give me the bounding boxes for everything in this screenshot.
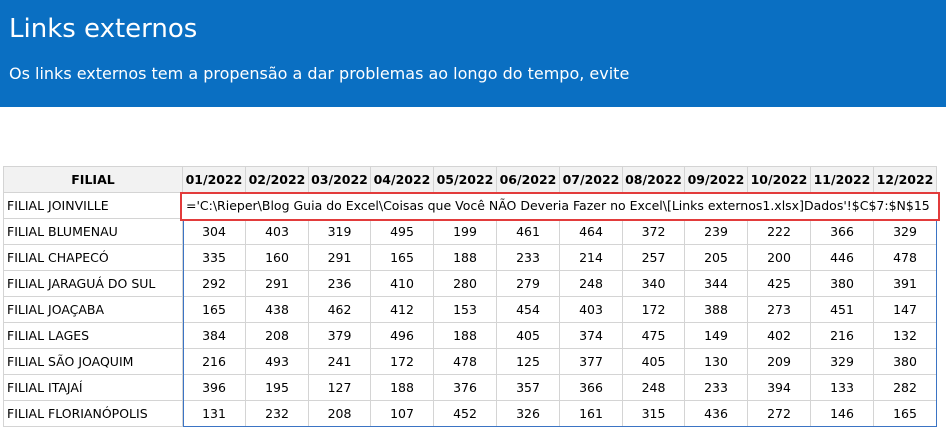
value-cell[interactable]: 131 xyxy=(183,401,246,427)
column-header-month[interactable]: 04/2022 xyxy=(371,167,434,193)
row-name-cell[interactable]: FILIAL JOAÇABA xyxy=(4,297,183,323)
value-cell[interactable]: 388 xyxy=(685,297,748,323)
value-cell[interactable]: 216 xyxy=(811,323,874,349)
value-cell[interactable]: 425 xyxy=(748,271,811,297)
value-cell[interactable]: 329 xyxy=(811,349,874,375)
value-cell[interactable]: 374 xyxy=(560,323,623,349)
value-cell[interactable]: 233 xyxy=(497,245,560,271)
value-cell[interactable]: 410 xyxy=(371,271,434,297)
value-cell[interactable]: 454 xyxy=(497,297,560,323)
row-name-cell[interactable]: FILIAL LAGES xyxy=(4,323,183,349)
value-cell[interactable]: 200 xyxy=(748,245,811,271)
value-cell[interactable]: 340 xyxy=(623,271,685,297)
value-cell[interactable]: 132 xyxy=(874,323,937,349)
row-name-cell[interactable]: FILIAL SÃO JOAQUIM xyxy=(4,349,183,375)
value-cell[interactable]: 405 xyxy=(497,323,560,349)
row-name-cell[interactable]: FILIAL CHAPECÓ xyxy=(4,245,183,271)
value-cell[interactable]: 391 xyxy=(874,271,937,297)
value-cell[interactable]: 233 xyxy=(685,375,748,401)
value-cell[interactable]: 357 xyxy=(497,375,560,401)
value-cell[interactable]: 366 xyxy=(811,219,874,245)
value-cell[interactable]: 436 xyxy=(685,401,748,427)
value-cell[interactable]: 272 xyxy=(748,401,811,427)
row-name-cell[interactable]: FILIAL ITAJAÍ xyxy=(4,375,183,401)
value-cell[interactable]: 160 xyxy=(246,245,309,271)
value-cell[interactable]: 125 xyxy=(497,349,560,375)
value-cell[interactable]: 130 xyxy=(685,349,748,375)
value-cell[interactable]: 216 xyxy=(183,349,246,375)
table-row xyxy=(4,349,937,375)
value-cell[interactable]: 461 xyxy=(497,219,560,245)
column-header-month[interactable]: 10/2022 xyxy=(748,167,811,193)
column-header-month[interactable]: 08/2022 xyxy=(623,167,685,193)
value-cell[interactable]: 344 xyxy=(685,271,748,297)
value-cell[interactable]: 282 xyxy=(874,375,937,401)
value-cell[interactable]: 248 xyxy=(623,375,685,401)
value-cell[interactable]: 438 xyxy=(246,297,309,323)
value-cell[interactable]: 232 xyxy=(246,401,309,427)
value-cell[interactable]: 127 xyxy=(309,375,371,401)
value-cell[interactable]: 208 xyxy=(246,323,309,349)
column-header-month[interactable]: 07/2022 xyxy=(560,167,623,193)
value-cell[interactable]: 291 xyxy=(309,245,371,271)
value-cell[interactable]: 478 xyxy=(434,349,497,375)
value-cell[interactable]: 335 xyxy=(183,245,246,271)
value-cell[interactable]: 149 xyxy=(685,323,748,349)
table-row xyxy=(4,297,937,323)
value-cell[interactable]: 147 xyxy=(874,297,937,323)
value-cell[interactable]: 402 xyxy=(748,323,811,349)
value-cell[interactable]: 188 xyxy=(371,375,434,401)
value-cell[interactable]: 133 xyxy=(811,375,874,401)
value-cell[interactable]: 462 xyxy=(309,297,371,323)
value-cell[interactable]: 315 xyxy=(623,401,685,427)
value-cell[interactable]: 188 xyxy=(434,323,497,349)
value-cell[interactable]: 379 xyxy=(309,323,371,349)
value-cell[interactable]: 273 xyxy=(748,297,811,323)
column-header-month[interactable]: 12/2022 xyxy=(874,167,937,193)
column-header-month[interactable]: 09/2022 xyxy=(685,167,748,193)
value-cell[interactable]: 493 xyxy=(246,349,309,375)
external-link-formula[interactable]: ='C:\Rieper\Blog Guia do Excel\Coisas que Você NÃO Deveria Fazer no Excel\[Links externos1.xlsx]Dados'!$C$7:$N$15 xyxy=(186,198,930,213)
value-cell[interactable]: 172 xyxy=(623,297,685,323)
value-cell[interactable]: 394 xyxy=(748,375,811,401)
value-cell[interactable]: 280 xyxy=(434,271,497,297)
header-row xyxy=(4,167,937,193)
value-cell[interactable]: 146 xyxy=(811,401,874,427)
value-cell[interactable]: 205 xyxy=(685,245,748,271)
row-name-cell[interactable]: FILIAL FLORIANÓPOLIS xyxy=(4,401,183,427)
value-cell[interactable]: 107 xyxy=(371,401,434,427)
table-row xyxy=(4,271,937,297)
table-row xyxy=(4,323,937,349)
value-cell[interactable]: 495 xyxy=(371,219,434,245)
table-row xyxy=(4,245,937,271)
value-cell[interactable]: 161 xyxy=(560,401,623,427)
value-cell[interactable]: 412 xyxy=(371,297,434,323)
value-cell[interactable]: 380 xyxy=(874,349,937,375)
value-cell[interactable]: 377 xyxy=(560,349,623,375)
value-cell[interactable]: 291 xyxy=(246,271,309,297)
value-cell[interactable]: 153 xyxy=(434,297,497,323)
value-cell[interactable]: 464 xyxy=(560,219,623,245)
header-banner xyxy=(0,0,946,107)
value-cell[interactable]: 199 xyxy=(434,219,497,245)
value-cell[interactable]: 366 xyxy=(560,375,623,401)
value-cell[interactable]: 222 xyxy=(748,219,811,245)
value-cell[interactable]: 165 xyxy=(874,401,937,427)
value-cell[interactable]: 475 xyxy=(623,323,685,349)
value-cell[interactable]: 214 xyxy=(560,245,623,271)
value-cell[interactable]: 376 xyxy=(434,375,497,401)
value-cell[interactable]: 478 xyxy=(874,245,937,271)
column-header-month[interactable]: 11/2022 xyxy=(811,167,874,193)
row-name-cell[interactable]: FILIAL BLUMENAU xyxy=(4,219,183,245)
page-subtitle: Os links externos tem a propensão a dar problemas ao longo do tempo, evite xyxy=(9,64,630,83)
value-cell[interactable]: 248 xyxy=(560,271,623,297)
value-cell[interactable]: 236 xyxy=(309,271,371,297)
column-header-month[interactable]: 03/2022 xyxy=(309,167,371,193)
column-header-filial[interactable]: FILIAL xyxy=(4,167,183,193)
page-title: Links externos xyxy=(9,14,198,44)
value-cell[interactable]: 165 xyxy=(371,245,434,271)
value-cell[interactable]: 405 xyxy=(623,349,685,375)
value-cell[interactable]: 326 xyxy=(497,401,560,427)
value-cell[interactable]: 165 xyxy=(183,297,246,323)
value-cell[interactable]: 384 xyxy=(183,323,246,349)
value-cell[interactable]: 279 xyxy=(497,271,560,297)
value-cell[interactable]: 195 xyxy=(246,375,309,401)
value-cell[interactable]: 396 xyxy=(183,375,246,401)
column-header-month[interactable]: 06/2022 xyxy=(497,167,560,193)
value-cell[interactable]: 319 xyxy=(309,219,371,245)
table-row xyxy=(4,375,937,401)
value-cell[interactable]: 329 xyxy=(874,219,937,245)
value-cell[interactable]: 209 xyxy=(748,349,811,375)
value-cell[interactable]: 208 xyxy=(309,401,371,427)
row-name-cell[interactable]: FILIAL JOINVILLE xyxy=(4,193,183,219)
value-cell[interactable]: 372 xyxy=(623,219,685,245)
value-cell[interactable]: 292 xyxy=(183,271,246,297)
value-cell[interactable]: 188 xyxy=(434,245,497,271)
column-header-month[interactable]: 05/2022 xyxy=(434,167,497,193)
column-header-month[interactable]: 01/2022 xyxy=(183,167,246,193)
table-row xyxy=(4,401,937,427)
column-header-month[interactable]: 02/2022 xyxy=(246,167,309,193)
value-cell[interactable]: 241 xyxy=(309,349,371,375)
value-cell[interactable]: 451 xyxy=(811,297,874,323)
value-cell[interactable]: 403 xyxy=(246,219,309,245)
table-row xyxy=(4,219,937,245)
value-cell[interactable]: 446 xyxy=(811,245,874,271)
value-cell[interactable]: 496 xyxy=(371,323,434,349)
value-cell[interactable]: 172 xyxy=(371,349,434,375)
value-cell[interactable]: 403 xyxy=(560,297,623,323)
row-name-cell[interactable]: FILIAL JARAGUÁ DO SUL xyxy=(4,271,183,297)
value-cell[interactable]: 452 xyxy=(434,401,497,427)
value-cell[interactable]: 257 xyxy=(623,245,685,271)
value-cell[interactable]: 380 xyxy=(811,271,874,297)
value-cell[interactable]: 304 xyxy=(183,219,246,245)
value-cell[interactable]: 239 xyxy=(685,219,748,245)
